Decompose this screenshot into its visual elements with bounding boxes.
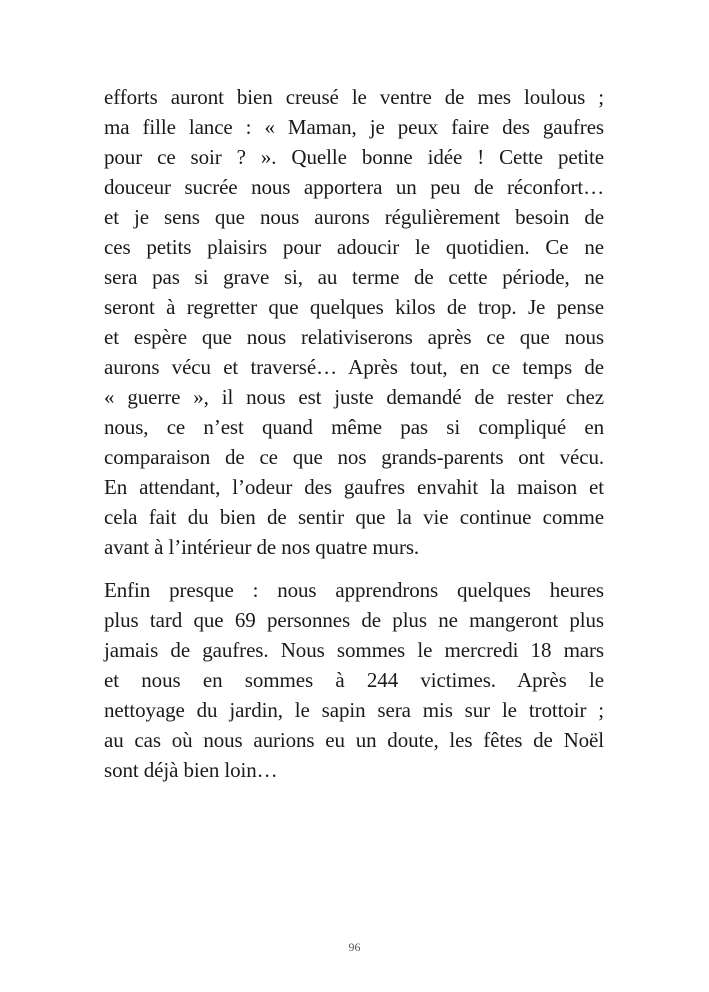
text-line: sera pas si grave si, au terme de cette période, ne xyxy=(104,265,604,289)
text-line: cela fait du bien de sentir que la vie continue comme xyxy=(104,505,604,529)
text-line: avant à l’intérieur de nos quatre murs. xyxy=(104,535,420,559)
text-line: douceur sucrée nous apportera un peu de réconfort… xyxy=(104,175,604,199)
page-number: 96 xyxy=(348,940,361,954)
text-line: seront à regretter que quelques kilos de trop. Je pense xyxy=(104,295,604,319)
text-line: nettoyage du jardin, le sapin sera mis sur le trottoir ; xyxy=(104,698,604,722)
paragraph-1 xyxy=(104,82,604,562)
text-line: nous, ce n’est quand même pas si compliqué en xyxy=(104,415,604,439)
text-line: efforts auront bien creusé le ventre de mes loulous ; xyxy=(104,85,604,109)
text-line: Enfin presque : nous apprendrons quelques heures xyxy=(104,578,604,602)
text-line: ma fille lance : « Maman, je peux faire des gaufres xyxy=(104,115,604,139)
text-line: au cas où nous aurions eu un doute, les fêtes de Noël xyxy=(104,728,604,752)
paragraph-2 xyxy=(104,575,604,785)
text-line: et je sens que nous aurons régulièrement besoin de xyxy=(104,205,604,229)
text-line: plus tard que 69 personnes de plus ne mangeront plus xyxy=(104,608,604,632)
text-line: « guerre », il nous est juste demandé de rester chez xyxy=(104,385,604,409)
text-line: aurons vécu et traversé… Après tout, en ce temps de xyxy=(104,355,604,379)
text-line: et nous en sommes à 244 victimes. Après le xyxy=(104,668,604,692)
text-line: En attendant, l’odeur des gaufres envahit la maison et xyxy=(104,475,604,499)
text-line: et espère que nous relativiserons après ce que nous xyxy=(104,325,604,349)
text-line: jamais de gaufres. Nous sommes le mercredi 18 mars xyxy=(104,638,604,662)
text-line: ces petits plaisirs pour adoucir le quotidien. Ce ne xyxy=(104,235,604,259)
text-line: pour ce soir ? ». Quelle bonne idée ! Cette petite xyxy=(104,145,604,169)
text-line: sont déjà bien loin… xyxy=(104,758,278,782)
text-line: comparaison de ce que nos grands-parents ont vécu. xyxy=(104,445,604,469)
